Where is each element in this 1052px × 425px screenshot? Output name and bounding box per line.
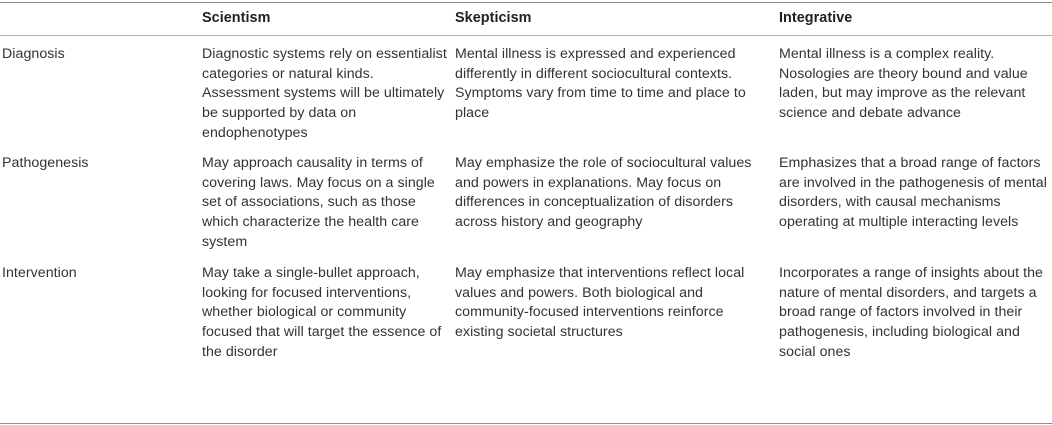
cell-pathogenesis-integrative: Emphasizes that a broad range of factors are involved in the pathogenesis of mental disorders, with causal mechanisms operating at multiple interacting levels bbox=[779, 155, 1047, 231]
cell-intervention-skepticism: May emphasize that interventions reflect local values and powers. Both biological and community-focused interventions reinforce existing societal structures bbox=[455, 265, 745, 341]
header-rule bbox=[0, 35, 1052, 36]
cell-pathogenesis-scientism: May approach causality in terms of covering laws. May focus on a single set of associations, such as those which characterize the health care system bbox=[202, 155, 435, 250]
table-top-rule bbox=[0, 2, 1052, 3]
row-label-intervention: Intervention bbox=[2, 265, 77, 281]
cell-diagnosis-integrative: Mental illness is a complex reality. Nosologies are theory bound and value laden, but may improve as the relevant science and debate advance bbox=[779, 46, 1028, 122]
column-header-scientism: Scientism bbox=[202, 10, 271, 26]
column-header-integrative: Integrative bbox=[779, 10, 853, 26]
cell-pathogenesis-skepticism: May emphasize the role of sociocultural values and powers in explanations. May focus on differences in conceptualization of disorders across history and geography bbox=[455, 155, 752, 231]
cell-diagnosis-skepticism: Mental illness is expressed and experienced differently in different sociocultural contexts. Symptoms vary from time to time and place to place bbox=[455, 46, 746, 122]
column-header-skepticism: Skepticism bbox=[455, 10, 532, 26]
cell-intervention-scientism: May take a single-bullet approach, looking for focused interventions, whether biological or community focused that will target the essence of the disorder bbox=[202, 265, 442, 360]
table-bottom-rule bbox=[0, 423, 1052, 424]
row-label-diagnosis: Diagnosis bbox=[2, 46, 65, 62]
cell-intervention-integrative: Incorporates a range of insights about the nature of mental disorders, and targets a broad range of factors involved in their pathogenesis, including biological and social ones bbox=[779, 265, 1043, 360]
cell-diagnosis-scientism: Diagnostic systems rely on essentialist categories or natural kinds. Assessment systems will be ultimately be supported by data on endophenotypes bbox=[202, 46, 447, 141]
row-label-pathogenesis: Pathogenesis bbox=[2, 155, 89, 171]
